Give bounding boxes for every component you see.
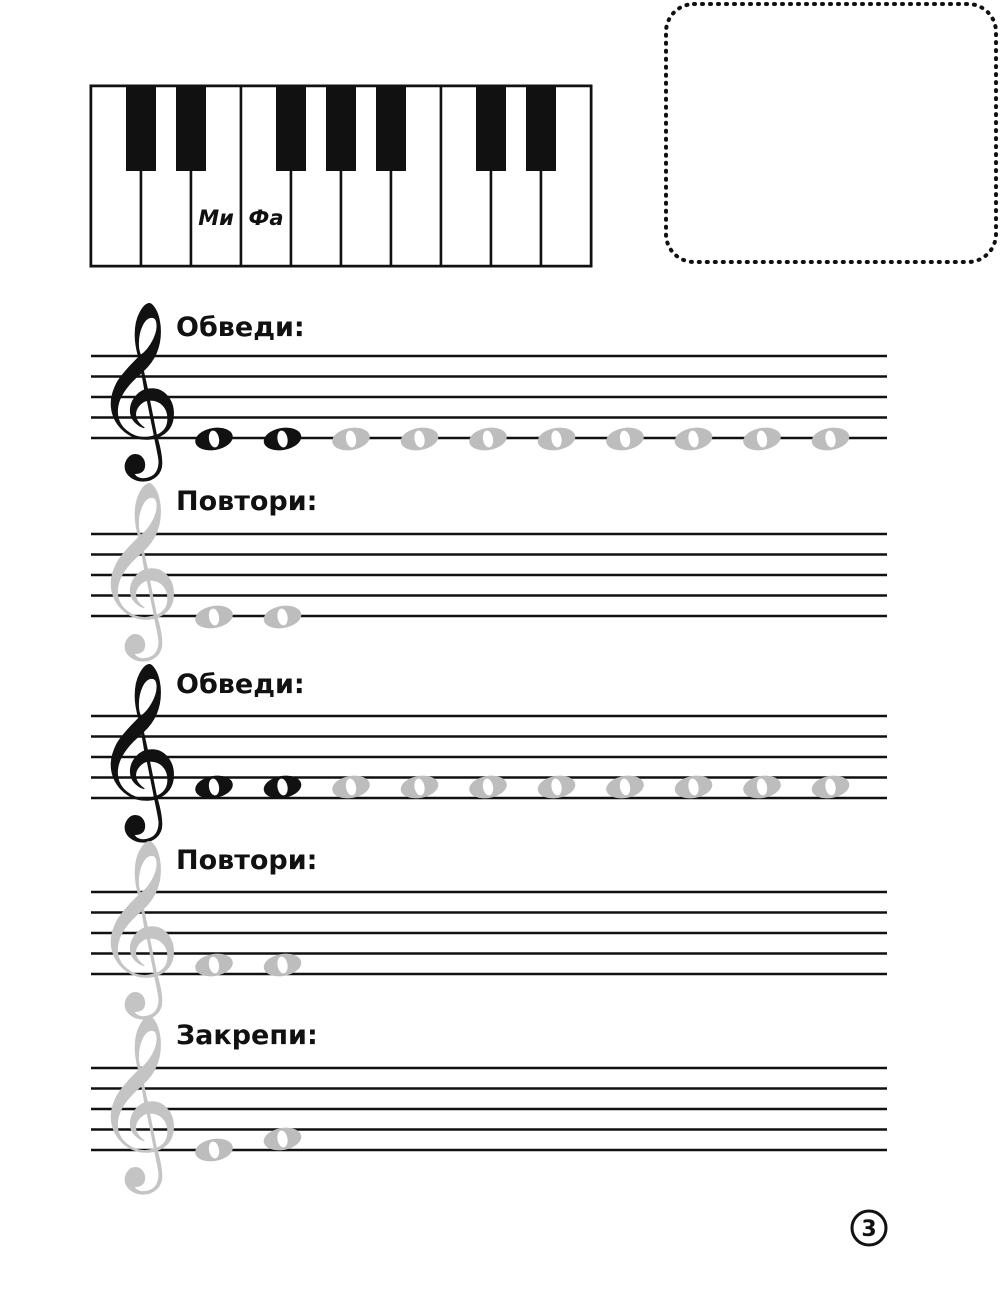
exercise-label: Закрепи: xyxy=(176,1020,318,1051)
whole-note-guide xyxy=(262,603,303,631)
whole-note-guide xyxy=(741,425,782,453)
exercise-label: Обведи: xyxy=(176,669,305,700)
treble-clef-icon: 𝄞 xyxy=(92,661,182,835)
treble-clef-icon: 𝄞 xyxy=(92,838,182,1012)
whole-note-guide xyxy=(673,425,714,453)
whole-note-guide xyxy=(399,425,440,453)
whole-note-guide xyxy=(810,425,851,453)
black-keys xyxy=(127,86,555,170)
page-number-badge xyxy=(852,1211,886,1245)
staff xyxy=(91,356,887,438)
exercise-label: Обведи: xyxy=(176,312,305,343)
staff xyxy=(91,534,887,616)
piano-keyboard xyxy=(91,86,591,266)
exercises xyxy=(91,300,887,1195)
treble-clef-icon: 𝄞 xyxy=(92,1013,182,1187)
whole-note-guide xyxy=(604,425,645,453)
page-number: 3 xyxy=(861,1217,877,1242)
black-key xyxy=(277,86,305,170)
exercise xyxy=(91,661,887,843)
black-key xyxy=(327,86,355,170)
notes xyxy=(193,1125,303,1164)
whole-note-guide xyxy=(193,603,234,631)
drawing-box xyxy=(666,4,996,262)
whole-note-guide xyxy=(467,425,508,453)
staff xyxy=(91,1068,887,1150)
exercise-label: Повтори: xyxy=(176,486,318,517)
exercise xyxy=(91,838,887,1020)
whole-note-guide xyxy=(536,425,577,453)
exercise xyxy=(91,300,887,482)
whole-note xyxy=(193,425,234,453)
whole-note-guide xyxy=(193,1136,234,1164)
black-key xyxy=(127,86,155,170)
exercise xyxy=(91,1013,887,1195)
black-key xyxy=(377,86,405,170)
treble-clef-icon: 𝄞 xyxy=(92,300,182,474)
key-label-e: Ми xyxy=(198,206,234,230)
treble-clef-icon: 𝄞 xyxy=(92,480,182,654)
key-label-f: Фа xyxy=(248,206,284,230)
whole-note xyxy=(262,425,303,453)
black-key xyxy=(477,86,505,170)
whole-note-guide xyxy=(330,425,371,453)
exercise xyxy=(91,480,887,662)
black-key xyxy=(527,86,555,170)
exercise-label: Повтори: xyxy=(176,845,318,876)
black-key xyxy=(177,86,205,170)
